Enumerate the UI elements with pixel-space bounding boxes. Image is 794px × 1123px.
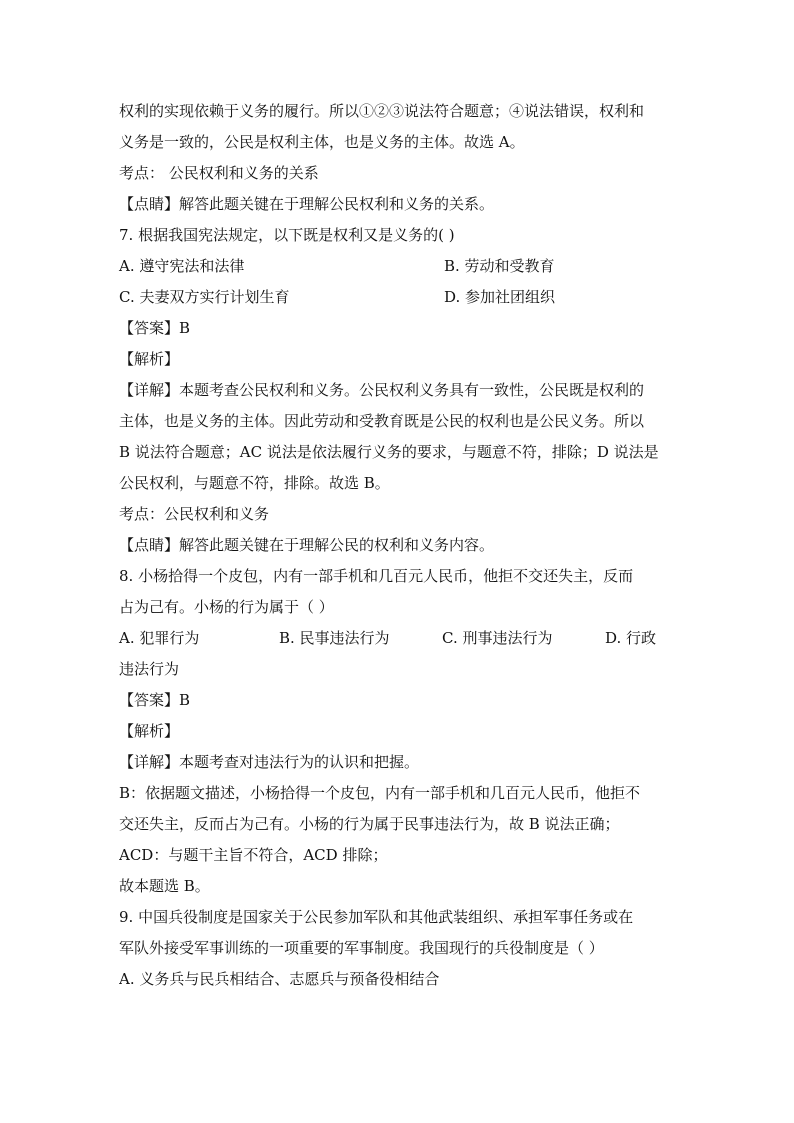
detail-line: 【详解】本题考查公民权利和义务。公民权利义务具有一致性，公民既是权利的 (119, 381, 645, 399)
dianjing-line: 【点睛】解答此题关键在于理解公民的权利和义务内容。 (119, 536, 495, 554)
option-c: C. 刑事违法行为 (442, 629, 553, 647)
detail-line: 公民权利，与题意不符，排除。故选 B。 (119, 474, 390, 492)
question-9-stem: 9. 中国兵役制度是国家关于公民参加军队和其他武装组织、承担军事任务或在 (119, 908, 634, 926)
text-line: 义务是一致的，公民是权利主体，也是义务的主体。故选 A。 (119, 133, 525, 151)
detail-line: B 说法符合题意；AC 说法是依法履行义务的要求，与题意不符，排除；D 说法是 (119, 443, 659, 461)
question-7-options-row-1 (119, 251, 679, 282)
detail-line: ACD：与题干主旨不符合，ACD 排除； (119, 846, 388, 864)
option-b: B. 民事违法行为 (279, 629, 390, 647)
option-d: D. 行政 (605, 629, 657, 647)
option-a: A. 犯罪行为 (119, 629, 200, 647)
kaodian-line: 考点： 公民权利和义务的关系 (119, 164, 319, 182)
question-7-options-row-2 (119, 282, 679, 313)
answer-line: 【答案】B (119, 691, 191, 709)
question-8-stem: 8. 小杨拾得一个皮包，内有一部手机和几百元人民币，他拒不交还失主，反而 (119, 567, 634, 585)
analysis-heading: 【解析】 (119, 722, 180, 740)
option-d: D. 参加社团组织 (444, 288, 556, 306)
detail-line: 主体，也是义务的主体。因此劳动和受教育既是公民的权利也是公民义务。所以 (119, 412, 645, 430)
option-b: B. 劳动和受教育 (444, 257, 555, 275)
option-c: C. 夫妻双方实行计划生育 (119, 288, 290, 306)
answer-line: 【答案】B (119, 319, 191, 337)
detail-line: 交还失主，反而占为己有。小杨的行为属于民事违法行为，故 B 说法正确； (119, 815, 620, 833)
text-line: 权利的实现依赖于义务的履行。所以①②③说法符合题意；④说法错误，权利和 (119, 102, 645, 120)
question-8-stem: 占为己有。小杨的行为属于（ ） (119, 598, 334, 616)
question-7-stem: 7. 根据我国宪法规定，以下既是权利又是义务的( ) (119, 226, 455, 244)
detail-line: 【详解】本题考查对违法行为的认识和把握。 (119, 753, 420, 771)
detail-line: B：依据题文描述，小杨拾得一个皮包，内有一部手机和几百元人民币，他拒不 (119, 784, 641, 802)
question-9-stem: 军队外接受军事训练的一项重要的军事制度。我国现行的兵役制度是（ ） (119, 939, 604, 957)
option-a: A. 义务兵与民兵相结合、志愿兵与预备役相结合 (119, 970, 440, 988)
detail-line: 故本题选 B。 (119, 877, 210, 895)
option-d-continued: 违法行为 (119, 660, 180, 678)
kaodian-line: 考点：公民权利和义务 (119, 505, 270, 523)
dianjing-line: 【点睛】解答此题关键在于理解公民权利和义务的关系。 (119, 195, 495, 213)
question-8-options (119, 623, 679, 654)
analysis-heading: 【解析】 (119, 350, 180, 368)
option-a: A. 遵守宪法和法律 (119, 257, 245, 275)
document-body (119, 96, 679, 995)
